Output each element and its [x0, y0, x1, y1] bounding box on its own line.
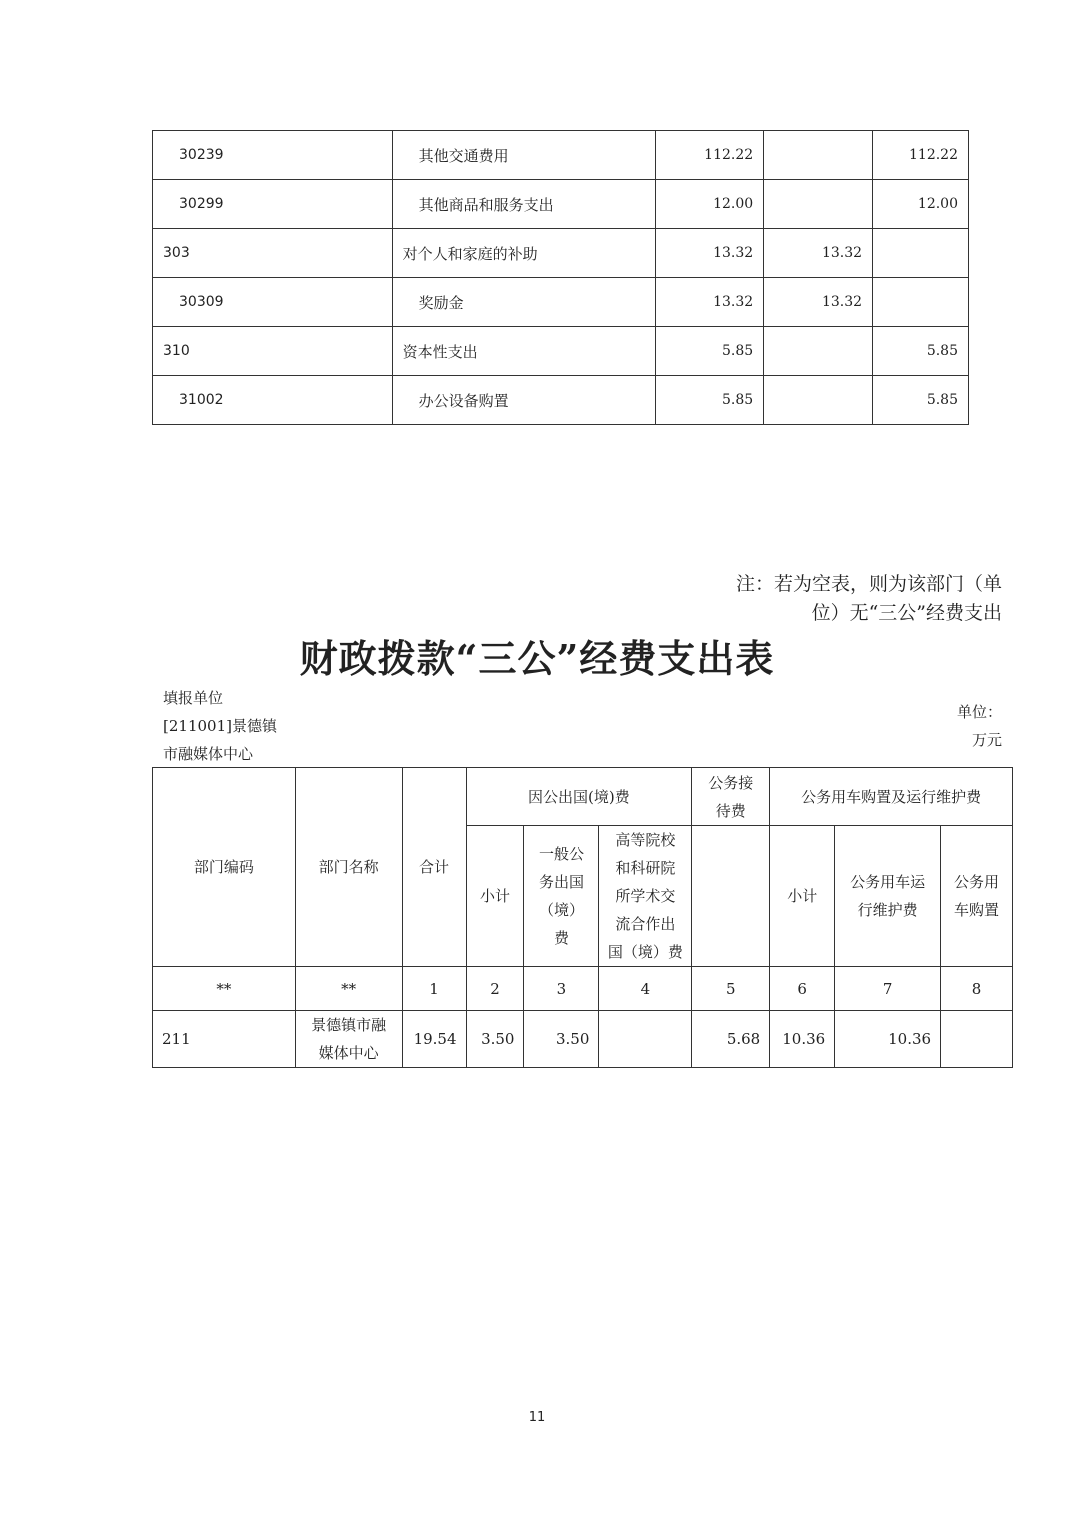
index-cell: 3	[524, 967, 599, 1011]
expense-project: 5.85	[873, 327, 969, 376]
header-abroad-academic: 高等院校 和科研院 所学术交 流合作出 国（境）费	[599, 826, 692, 967]
expense-basic: 13.32	[764, 229, 873, 278]
expense-row	[153, 131, 969, 180]
header-reception: 公务接 待费	[692, 768, 770, 826]
unit-value: 万元	[971, 731, 1002, 749]
data-abroad-general: 3.50	[524, 1011, 599, 1068]
expense-name: 奖励金	[392, 278, 656, 327]
expense-total: 5.85	[656, 327, 764, 376]
expense-row	[153, 327, 969, 376]
header-vehicle-group: 公务用车购置及运行维护费	[770, 768, 1013, 826]
expense-basic	[764, 327, 873, 376]
data-abroad-academic	[599, 1011, 692, 1068]
filling-unit	[163, 684, 303, 768]
data-abroad-subtotal: 3.50	[466, 1011, 524, 1068]
unit-label: 单位：	[956, 703, 1002, 721]
index-cell: 5	[692, 967, 770, 1011]
expense-code: 303	[153, 229, 393, 278]
expense-code: 30239	[153, 131, 393, 180]
expense-project: 5.85	[873, 376, 969, 425]
header-dept-code: 部门编码	[153, 768, 296, 967]
data-vehicle-subtotal: 10.36	[770, 1011, 835, 1068]
index-cell: 2	[466, 967, 524, 1011]
header-reception-blank	[692, 826, 770, 967]
expense-row	[153, 229, 969, 278]
expense-total: 13.32	[656, 229, 764, 278]
index-cell: 7	[835, 967, 941, 1011]
expense-project	[873, 278, 969, 327]
page-number: 11	[528, 1410, 546, 1425]
expense-total: 5.85	[656, 376, 764, 425]
expense-code: 30309	[153, 278, 393, 327]
expense-row	[153, 278, 969, 327]
note-line-1: 注：若为空表，则为该部门（单	[735, 573, 1002, 595]
index-cell: 4	[599, 967, 692, 1011]
expense-total: 112.22	[656, 131, 764, 180]
expense-name: 办公设备购置	[392, 376, 656, 425]
expense-basic	[764, 131, 873, 180]
data-vehicle-purchase	[941, 1011, 1013, 1068]
data-reception: 5.68	[692, 1011, 770, 1068]
header-vehicle-operation: 公务用车运 行维护费	[835, 826, 941, 967]
index-cell: 6	[770, 967, 835, 1011]
index-row	[153, 967, 1013, 1011]
expense-code: 310	[153, 327, 393, 376]
data-dept-code: 211	[153, 1011, 296, 1068]
data-total: 19.54	[402, 1011, 466, 1068]
expense-code: 31002	[153, 376, 393, 425]
expense-basic	[764, 180, 873, 229]
filling-unit-value-1: [211001]景德镇	[163, 717, 277, 735]
expense-basic: 13.32	[764, 278, 873, 327]
expense-name: 其他交通费用	[392, 131, 656, 180]
expense-code: 30299	[153, 180, 393, 229]
expense-row	[153, 376, 969, 425]
filling-unit-value-2: 市融媒体中心	[163, 745, 254, 763]
index-cell: **	[295, 967, 402, 1011]
expense-total: 13.32	[656, 278, 764, 327]
data-dept-name: 景德镇市融 媒体中心	[295, 1011, 402, 1068]
expense-project: 112.22	[873, 131, 969, 180]
index-cell: **	[153, 967, 296, 1011]
header-abroad-general: 一般公 务出国 （境） 费	[524, 826, 599, 967]
page-title: 财政拨款“三公”经费支出表	[299, 636, 775, 681]
expense-name: 其他商品和服务支出	[392, 180, 656, 229]
sangong-table	[152, 767, 1013, 1068]
filling-unit-label: 填报单位	[163, 689, 224, 707]
header-dept-name: 部门名称	[295, 768, 402, 967]
header-total: 合计	[402, 768, 466, 967]
expense-table	[152, 130, 969, 425]
expense-name: 对个人和家庭的补助	[392, 229, 656, 278]
empty-table-note	[736, 570, 1002, 628]
expense-row	[153, 180, 969, 229]
index-cell: 8	[941, 967, 1013, 1011]
expense-project: 12.00	[873, 180, 969, 229]
expense-name: 资本性支出	[392, 327, 656, 376]
header-vehicle-purchase: 公务用 车购置	[941, 826, 1013, 967]
data-vehicle-operation: 10.36	[835, 1011, 941, 1068]
header-abroad-group: 因公出国(境)费	[466, 768, 692, 826]
expense-basic	[764, 376, 873, 425]
header-vehicle-subtotal: 小计	[770, 826, 835, 967]
currency-unit	[957, 698, 1002, 754]
note-line-2: 位）无“三公”经费支出	[811, 602, 1002, 624]
expense-project	[873, 229, 969, 278]
header-row-1	[153, 768, 1013, 826]
header-abroad-subtotal: 小计	[466, 826, 524, 967]
expense-total: 12.00	[656, 180, 764, 229]
data-row	[153, 1011, 1013, 1068]
index-cell: 1	[402, 967, 466, 1011]
expense-table-body	[153, 131, 969, 425]
